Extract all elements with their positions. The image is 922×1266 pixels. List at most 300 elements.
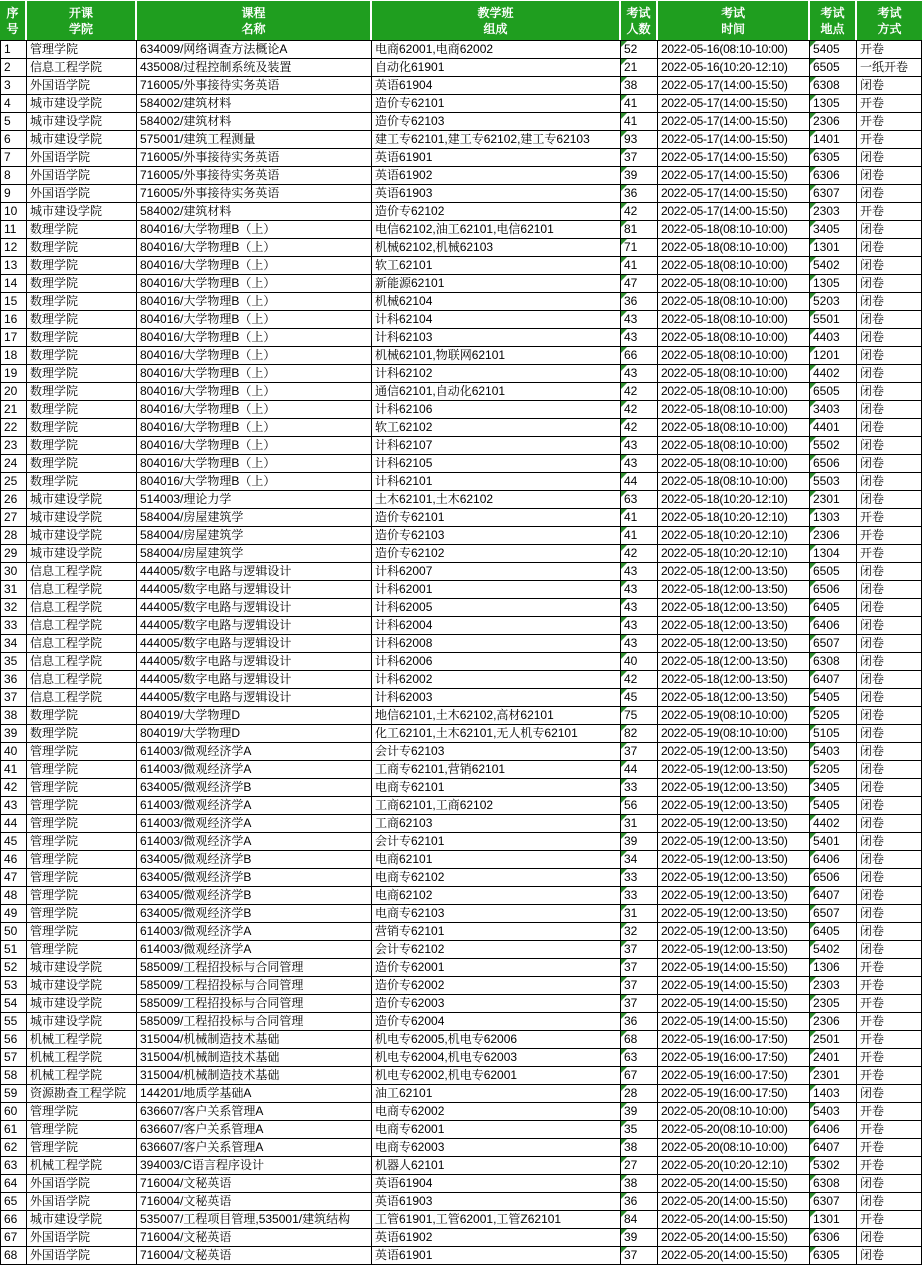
classes-cell[interactable]: 计科62006 bbox=[372, 653, 621, 671]
room-cell[interactable]: 5402 bbox=[810, 257, 857, 275]
count-cell[interactable]: 31 bbox=[621, 815, 658, 833]
count-cell[interactable]: 43 bbox=[621, 617, 658, 635]
classes-cell[interactable]: 英语61902 bbox=[372, 1229, 621, 1247]
seq-cell[interactable]: 52 bbox=[0, 959, 27, 977]
classes-cell[interactable]: 电商62102 bbox=[372, 887, 621, 905]
method-cell[interactable]: 闭卷 bbox=[857, 815, 922, 833]
course-cell[interactable]: 614003/微观经济学A bbox=[137, 923, 372, 941]
college-cell[interactable]: 管理学院 bbox=[27, 815, 137, 833]
college-cell[interactable]: 信息工程学院 bbox=[27, 635, 137, 653]
count-cell[interactable]: 37 bbox=[621, 1247, 658, 1265]
course-cell[interactable]: 716005/外事接待实务英语 bbox=[137, 167, 372, 185]
room-cell[interactable]: 6407 bbox=[810, 671, 857, 689]
college-cell[interactable]: 机械工程学院 bbox=[27, 1157, 137, 1175]
seq-cell[interactable]: 46 bbox=[0, 851, 27, 869]
classes-cell[interactable]: 造价专62101 bbox=[372, 95, 621, 113]
course-cell[interactable]: 804016/大学物理B（上） bbox=[137, 383, 372, 401]
classes-cell[interactable]: 电商专62001 bbox=[372, 1121, 621, 1139]
course-cell[interactable]: 614003/微观经济学A bbox=[137, 797, 372, 815]
count-cell[interactable]: 42 bbox=[621, 545, 658, 563]
count-cell[interactable]: 41 bbox=[621, 257, 658, 275]
classes-cell[interactable]: 电商62101 bbox=[372, 851, 621, 869]
classes-cell[interactable]: 会计专62101 bbox=[372, 833, 621, 851]
time-cell[interactable]: 2022-05-19(08:10-10:00) bbox=[658, 725, 810, 743]
method-cell[interactable]: 闭卷 bbox=[857, 671, 922, 689]
room-cell[interactable]: 6406 bbox=[810, 617, 857, 635]
room-cell[interactable]: 4401 bbox=[810, 419, 857, 437]
room-cell[interactable]: 1303 bbox=[810, 509, 857, 527]
course-cell[interactable]: 614003/微观经济学A bbox=[137, 815, 372, 833]
college-cell[interactable]: 数理学院 bbox=[27, 221, 137, 239]
course-cell[interactable]: 444005/数字电路与逻辑设计 bbox=[137, 617, 372, 635]
course-cell[interactable]: 716004/文秘英语 bbox=[137, 1193, 372, 1211]
time-cell[interactable]: 2022-05-17(14:00-15:50) bbox=[658, 131, 810, 149]
time-cell[interactable]: 2022-05-20(08:10-10:00) bbox=[658, 1121, 810, 1139]
count-cell[interactable]: 42 bbox=[621, 419, 658, 437]
room-cell[interactable]: 3403 bbox=[810, 401, 857, 419]
course-cell[interactable]: 636607/客户关系管理A bbox=[137, 1139, 372, 1157]
classes-cell[interactable]: 计科62003 bbox=[372, 689, 621, 707]
course-cell[interactable]: 444005/数字电路与逻辑设计 bbox=[137, 635, 372, 653]
classes-cell[interactable]: 计科62001 bbox=[372, 581, 621, 599]
count-cell[interactable]: 32 bbox=[621, 923, 658, 941]
college-cell[interactable]: 外国语学院 bbox=[27, 1193, 137, 1211]
count-cell[interactable]: 42 bbox=[621, 383, 658, 401]
classes-cell[interactable]: 通信62101,自动化62101 bbox=[372, 383, 621, 401]
course-cell[interactable]: 634009/网络调查方法概论A bbox=[137, 41, 372, 59]
method-cell[interactable]: 开卷 bbox=[857, 1049, 922, 1067]
classes-cell[interactable]: 计科62002 bbox=[372, 671, 621, 689]
college-cell[interactable]: 城市建设学院 bbox=[27, 545, 137, 563]
time-cell[interactable]: 2022-05-20(14:00-15:50) bbox=[658, 1175, 810, 1193]
classes-cell[interactable]: 英语61902 bbox=[372, 167, 621, 185]
count-cell[interactable]: 37 bbox=[621, 959, 658, 977]
course-cell[interactable]: 716004/文秘英语 bbox=[137, 1229, 372, 1247]
method-cell[interactable]: 闭卷 bbox=[857, 473, 922, 491]
seq-cell[interactable]: 51 bbox=[0, 941, 27, 959]
course-cell[interactable]: 804016/大学物理B（上） bbox=[137, 437, 372, 455]
course-cell[interactable]: 315004/机械制造技术基础 bbox=[137, 1031, 372, 1049]
room-cell[interactable]: 6507 bbox=[810, 635, 857, 653]
seq-cell[interactable]: 43 bbox=[0, 797, 27, 815]
count-cell[interactable]: 56 bbox=[621, 797, 658, 815]
time-cell[interactable]: 2022-05-17(14:00-15:50) bbox=[658, 185, 810, 203]
room-cell[interactable]: 6305 bbox=[810, 149, 857, 167]
seq-cell[interactable]: 4 bbox=[0, 95, 27, 113]
classes-cell[interactable]: 土木62101,土木62102 bbox=[372, 491, 621, 509]
count-cell[interactable]: 81 bbox=[621, 221, 658, 239]
count-cell[interactable]: 28 bbox=[621, 1085, 658, 1103]
room-cell[interactable]: 4402 bbox=[810, 365, 857, 383]
method-cell[interactable]: 开卷 bbox=[857, 527, 922, 545]
college-cell[interactable]: 城市建设学院 bbox=[27, 113, 137, 131]
classes-cell[interactable]: 英语61901 bbox=[372, 149, 621, 167]
method-cell[interactable]: 开卷 bbox=[857, 203, 922, 221]
course-cell[interactable]: 716004/文秘英语 bbox=[137, 1247, 372, 1265]
seq-cell[interactable]: 6 bbox=[0, 131, 27, 149]
method-cell[interactable]: 闭卷 bbox=[857, 851, 922, 869]
room-cell[interactable]: 5405 bbox=[810, 41, 857, 59]
course-cell[interactable]: 634005/微观经济学B bbox=[137, 869, 372, 887]
count-cell[interactable]: 27 bbox=[621, 1157, 658, 1175]
classes-cell[interactable]: 电商专62102 bbox=[372, 869, 621, 887]
time-cell[interactable]: 2022-05-18(08:10-10:00) bbox=[658, 221, 810, 239]
seq-cell[interactable]: 11 bbox=[0, 221, 27, 239]
classes-cell[interactable]: 计科62103 bbox=[372, 329, 621, 347]
course-cell[interactable]: 444005/数字电路与逻辑设计 bbox=[137, 581, 372, 599]
count-cell[interactable]: 38 bbox=[621, 1139, 658, 1157]
method-cell[interactable]: 闭卷 bbox=[857, 401, 922, 419]
count-cell[interactable]: 37 bbox=[621, 977, 658, 995]
seq-cell[interactable]: 22 bbox=[0, 419, 27, 437]
seq-cell[interactable]: 25 bbox=[0, 473, 27, 491]
seq-cell[interactable]: 16 bbox=[0, 311, 27, 329]
method-cell[interactable]: 闭卷 bbox=[857, 653, 922, 671]
time-cell[interactable]: 2022-05-19(12:00-13:50) bbox=[658, 869, 810, 887]
method-cell[interactable]: 闭卷 bbox=[857, 1085, 922, 1103]
seq-cell[interactable]: 64 bbox=[0, 1175, 27, 1193]
count-cell[interactable]: 42 bbox=[621, 203, 658, 221]
classes-cell[interactable]: 造价专62101 bbox=[372, 509, 621, 527]
college-cell[interactable]: 管理学院 bbox=[27, 1139, 137, 1157]
room-cell[interactable]: 3405 bbox=[810, 221, 857, 239]
course-cell[interactable]: 804016/大学物理B（上） bbox=[137, 401, 372, 419]
count-cell[interactable]: 41 bbox=[621, 113, 658, 131]
classes-cell[interactable]: 会计专62103 bbox=[372, 743, 621, 761]
time-cell[interactable]: 2022-05-19(08:10-10:00) bbox=[658, 707, 810, 725]
time-cell[interactable]: 2022-05-19(16:00-17:50) bbox=[658, 1067, 810, 1085]
college-cell[interactable]: 外国语学院 bbox=[27, 1247, 137, 1265]
classes-cell[interactable]: 计科62008 bbox=[372, 635, 621, 653]
room-cell[interactable]: 1301 bbox=[810, 239, 857, 257]
seq-cell[interactable]: 45 bbox=[0, 833, 27, 851]
time-cell[interactable]: 2022-05-18(08:10-10:00) bbox=[658, 365, 810, 383]
college-cell[interactable]: 管理学院 bbox=[27, 905, 137, 923]
count-cell[interactable]: 36 bbox=[621, 185, 658, 203]
method-cell[interactable]: 开卷 bbox=[857, 1157, 922, 1175]
room-cell[interactable]: 2303 bbox=[810, 203, 857, 221]
course-cell[interactable]: 634005/微观经济学B bbox=[137, 851, 372, 869]
method-cell[interactable]: 闭卷 bbox=[857, 419, 922, 437]
college-cell[interactable]: 数理学院 bbox=[27, 365, 137, 383]
seq-cell[interactable]: 8 bbox=[0, 167, 27, 185]
seq-cell[interactable]: 66 bbox=[0, 1211, 27, 1229]
college-cell[interactable]: 管理学院 bbox=[27, 1121, 137, 1139]
count-cell[interactable]: 21 bbox=[621, 59, 658, 77]
time-cell[interactable]: 2022-05-17(14:00-15:50) bbox=[658, 167, 810, 185]
method-cell[interactable]: 闭卷 bbox=[857, 563, 922, 581]
method-cell[interactable]: 闭卷 bbox=[857, 437, 922, 455]
count-cell[interactable]: 39 bbox=[621, 1103, 658, 1121]
seq-cell[interactable]: 15 bbox=[0, 293, 27, 311]
college-cell[interactable]: 信息工程学院 bbox=[27, 689, 137, 707]
count-cell[interactable]: 68 bbox=[621, 1031, 658, 1049]
classes-cell[interactable]: 英语61904 bbox=[372, 77, 621, 95]
room-cell[interactable]: 6407 bbox=[810, 887, 857, 905]
time-cell[interactable]: 2022-05-18(12:00-13:50) bbox=[658, 581, 810, 599]
college-cell[interactable]: 外国语学院 bbox=[27, 1175, 137, 1193]
count-cell[interactable]: 40 bbox=[621, 653, 658, 671]
time-cell[interactable]: 2022-05-18(08:10-10:00) bbox=[658, 293, 810, 311]
college-cell[interactable]: 数理学院 bbox=[27, 473, 137, 491]
room-cell[interactable]: 5405 bbox=[810, 797, 857, 815]
count-cell[interactable]: 67 bbox=[621, 1067, 658, 1085]
count-cell[interactable]: 37 bbox=[621, 149, 658, 167]
college-cell[interactable]: 数理学院 bbox=[27, 455, 137, 473]
room-cell[interactable]: 3405 bbox=[810, 779, 857, 797]
method-cell[interactable]: 闭卷 bbox=[857, 797, 922, 815]
seq-cell[interactable]: 53 bbox=[0, 977, 27, 995]
classes-cell[interactable]: 电商专62103 bbox=[372, 905, 621, 923]
seq-cell[interactable]: 40 bbox=[0, 743, 27, 761]
time-cell[interactable]: 2022-05-19(12:00-13:50) bbox=[658, 815, 810, 833]
course-cell[interactable]: 614003/微观经济学A bbox=[137, 761, 372, 779]
room-cell[interactable]: 6307 bbox=[810, 185, 857, 203]
seq-cell[interactable]: 3 bbox=[0, 77, 27, 95]
course-cell[interactable]: 584002/建筑材料 bbox=[137, 95, 372, 113]
time-cell[interactable]: 2022-05-18(08:10-10:00) bbox=[658, 275, 810, 293]
room-cell[interactable]: 5203 bbox=[810, 293, 857, 311]
classes-cell[interactable]: 造价专62001 bbox=[372, 959, 621, 977]
seq-cell[interactable]: 17 bbox=[0, 329, 27, 347]
count-cell[interactable]: 36 bbox=[621, 293, 658, 311]
course-cell[interactable]: 614003/微观经济学A bbox=[137, 833, 372, 851]
seq-cell[interactable]: 39 bbox=[0, 725, 27, 743]
method-cell[interactable]: 开卷 bbox=[857, 1067, 922, 1085]
course-cell[interactable]: 585009/工程招投标与合同管理 bbox=[137, 1013, 372, 1031]
time-cell[interactable]: 2022-05-20(14:00-15:50) bbox=[658, 1247, 810, 1265]
classes-cell[interactable]: 软工62102 bbox=[372, 419, 621, 437]
time-cell[interactable]: 2022-05-18(12:00-13:50) bbox=[658, 653, 810, 671]
college-cell[interactable]: 城市建设学院 bbox=[27, 1013, 137, 1031]
seq-cell[interactable]: 50 bbox=[0, 923, 27, 941]
seq-cell[interactable]: 5 bbox=[0, 113, 27, 131]
room-cell[interactable]: 2305 bbox=[810, 995, 857, 1013]
method-cell[interactable]: 开卷 bbox=[857, 545, 922, 563]
room-cell[interactable]: 6405 bbox=[810, 599, 857, 617]
count-cell[interactable]: 36 bbox=[621, 1013, 658, 1031]
classes-cell[interactable]: 计科62102 bbox=[372, 365, 621, 383]
time-cell[interactable]: 2022-05-18(08:10-10:00) bbox=[658, 329, 810, 347]
room-cell[interactable]: 6405 bbox=[810, 923, 857, 941]
method-cell[interactable]: 闭卷 bbox=[857, 941, 922, 959]
classes-cell[interactable]: 工商62103 bbox=[372, 815, 621, 833]
room-cell[interactable]: 1305 bbox=[810, 95, 857, 113]
room-cell[interactable]: 5205 bbox=[810, 761, 857, 779]
count-cell[interactable]: 52 bbox=[621, 41, 658, 59]
seq-cell[interactable]: 61 bbox=[0, 1121, 27, 1139]
method-cell[interactable]: 闭卷 bbox=[857, 905, 922, 923]
classes-cell[interactable]: 电商专62101 bbox=[372, 779, 621, 797]
count-cell[interactable]: 34 bbox=[621, 851, 658, 869]
course-cell[interactable]: 804019/大学物理D bbox=[137, 707, 372, 725]
count-cell[interactable]: 43 bbox=[621, 365, 658, 383]
time-cell[interactable]: 2022-05-18(08:10-10:00) bbox=[658, 473, 810, 491]
seq-cell[interactable]: 65 bbox=[0, 1193, 27, 1211]
classes-cell[interactable]: 英语61903 bbox=[372, 185, 621, 203]
seq-cell[interactable]: 10 bbox=[0, 203, 27, 221]
college-cell[interactable]: 信息工程学院 bbox=[27, 581, 137, 599]
course-cell[interactable]: 804016/大学物理B（上） bbox=[137, 347, 372, 365]
course-cell[interactable]: 636607/客户关系管理A bbox=[137, 1121, 372, 1139]
classes-cell[interactable]: 造价专62002 bbox=[372, 977, 621, 995]
count-cell[interactable]: 93 bbox=[621, 131, 658, 149]
classes-cell[interactable]: 营销专62101 bbox=[372, 923, 621, 941]
seq-cell[interactable]: 60 bbox=[0, 1103, 27, 1121]
classes-cell[interactable]: 计科62005 bbox=[372, 599, 621, 617]
seq-cell[interactable]: 41 bbox=[0, 761, 27, 779]
method-cell[interactable]: 开卷 bbox=[857, 977, 922, 995]
room-cell[interactable]: 6308 bbox=[810, 653, 857, 671]
room-cell[interactable]: 6305 bbox=[810, 1247, 857, 1265]
classes-cell[interactable]: 机器人62101 bbox=[372, 1157, 621, 1175]
room-cell[interactable]: 2401 bbox=[810, 1049, 857, 1067]
course-cell[interactable]: 444005/数字电路与逻辑设计 bbox=[137, 671, 372, 689]
college-cell[interactable]: 城市建设学院 bbox=[27, 95, 137, 113]
method-cell[interactable]: 开卷 bbox=[857, 95, 922, 113]
college-cell[interactable]: 管理学院 bbox=[27, 41, 137, 59]
count-cell[interactable]: 43 bbox=[621, 563, 658, 581]
course-cell[interactable]: 804019/大学物理D bbox=[137, 725, 372, 743]
classes-cell[interactable]: 计科62007 bbox=[372, 563, 621, 581]
seq-cell[interactable]: 1 bbox=[0, 41, 27, 59]
count-cell[interactable]: 39 bbox=[621, 167, 658, 185]
method-cell[interactable]: 开卷 bbox=[857, 41, 922, 59]
time-cell[interactable]: 2022-05-19(12:00-13:50) bbox=[658, 743, 810, 761]
college-cell[interactable]: 数理学院 bbox=[27, 257, 137, 275]
seq-cell[interactable]: 48 bbox=[0, 887, 27, 905]
room-cell[interactable]: 1306 bbox=[810, 959, 857, 977]
seq-cell[interactable]: 47 bbox=[0, 869, 27, 887]
count-cell[interactable]: 39 bbox=[621, 1229, 658, 1247]
classes-cell[interactable]: 造价专62103 bbox=[372, 113, 621, 131]
count-cell[interactable]: 37 bbox=[621, 995, 658, 1013]
room-cell[interactable]: 2306 bbox=[810, 113, 857, 131]
classes-cell[interactable]: 计科62106 bbox=[372, 401, 621, 419]
method-cell[interactable]: 闭卷 bbox=[857, 293, 922, 311]
course-cell[interactable]: 804016/大学物理B（上） bbox=[137, 455, 372, 473]
seq-cell[interactable]: 54 bbox=[0, 995, 27, 1013]
room-cell[interactable]: 6505 bbox=[810, 59, 857, 77]
method-cell[interactable]: 开卷 bbox=[857, 995, 922, 1013]
course-cell[interactable]: 444005/数字电路与逻辑设计 bbox=[137, 563, 372, 581]
time-cell[interactable]: 2022-05-20(14:00-15:50) bbox=[658, 1229, 810, 1247]
college-cell[interactable]: 数理学院 bbox=[27, 707, 137, 725]
room-cell[interactable]: 6406 bbox=[810, 851, 857, 869]
classes-cell[interactable]: 计科62107 bbox=[372, 437, 621, 455]
seq-cell[interactable]: 21 bbox=[0, 401, 27, 419]
method-cell[interactable]: 闭卷 bbox=[857, 383, 922, 401]
time-cell[interactable]: 2022-05-20(14:00-15:50) bbox=[658, 1193, 810, 1211]
room-cell[interactable]: 2301 bbox=[810, 491, 857, 509]
college-cell[interactable]: 管理学院 bbox=[27, 869, 137, 887]
time-cell[interactable]: 2022-05-19(14:00-15:50) bbox=[658, 977, 810, 995]
method-cell[interactable]: 开卷 bbox=[857, 1139, 922, 1157]
college-cell[interactable]: 信息工程学院 bbox=[27, 653, 137, 671]
method-cell[interactable]: 闭卷 bbox=[857, 779, 922, 797]
method-cell[interactable]: 闭卷 bbox=[857, 347, 922, 365]
college-cell[interactable]: 管理学院 bbox=[27, 887, 137, 905]
time-cell[interactable]: 2022-05-17(14:00-15:50) bbox=[658, 77, 810, 95]
college-cell[interactable]: 数理学院 bbox=[27, 401, 137, 419]
seq-cell[interactable]: 68 bbox=[0, 1247, 27, 1265]
seq-cell[interactable]: 13 bbox=[0, 257, 27, 275]
time-cell[interactable]: 2022-05-18(12:00-13:50) bbox=[658, 563, 810, 581]
time-cell[interactable]: 2022-05-19(14:00-15:50) bbox=[658, 959, 810, 977]
classes-cell[interactable]: 造价专62004 bbox=[372, 1013, 621, 1031]
count-cell[interactable]: 35 bbox=[621, 1121, 658, 1139]
method-cell[interactable]: 开卷 bbox=[857, 1031, 922, 1049]
room-cell[interactable]: 1304 bbox=[810, 545, 857, 563]
method-cell[interactable]: 闭卷 bbox=[857, 365, 922, 383]
course-cell[interactable]: 575001/建筑工程测量 bbox=[137, 131, 372, 149]
classes-cell[interactable]: 造价专62102 bbox=[372, 545, 621, 563]
course-cell[interactable]: 435008/过程控制系统及装置 bbox=[137, 59, 372, 77]
time-cell[interactable]: 2022-05-18(08:10-10:00) bbox=[658, 401, 810, 419]
room-cell[interactable]: 5501 bbox=[810, 311, 857, 329]
method-cell[interactable]: 闭卷 bbox=[857, 1247, 922, 1265]
time-cell[interactable]: 2022-05-18(08:10-10:00) bbox=[658, 437, 810, 455]
seq-cell[interactable]: 20 bbox=[0, 383, 27, 401]
room-cell[interactable]: 1401 bbox=[810, 131, 857, 149]
course-cell[interactable]: 585009/工程招投标与合同管理 bbox=[137, 977, 372, 995]
count-cell[interactable]: 63 bbox=[621, 491, 658, 509]
count-cell[interactable]: 41 bbox=[621, 527, 658, 545]
seq-cell[interactable]: 28 bbox=[0, 527, 27, 545]
room-cell[interactable]: 5403 bbox=[810, 743, 857, 761]
time-cell[interactable]: 2022-05-18(10:20-12:10) bbox=[658, 527, 810, 545]
course-cell[interactable]: 444005/数字电路与逻辑设计 bbox=[137, 689, 372, 707]
count-cell[interactable]: 43 bbox=[621, 437, 658, 455]
method-cell[interactable]: 开卷 bbox=[857, 1103, 922, 1121]
seq-cell[interactable]: 29 bbox=[0, 545, 27, 563]
seq-cell[interactable]: 9 bbox=[0, 185, 27, 203]
college-cell[interactable]: 管理学院 bbox=[27, 941, 137, 959]
course-cell[interactable]: 804016/大学物理B（上） bbox=[137, 239, 372, 257]
method-cell[interactable]: 开卷 bbox=[857, 1013, 922, 1031]
classes-cell[interactable]: 机械62102,机械62103 bbox=[372, 239, 621, 257]
time-cell[interactable]: 2022-05-18(08:10-10:00) bbox=[658, 419, 810, 437]
count-cell[interactable]: 44 bbox=[621, 761, 658, 779]
method-cell[interactable]: 闭卷 bbox=[857, 491, 922, 509]
method-cell[interactable]: 闭卷 bbox=[857, 275, 922, 293]
room-cell[interactable]: 2306 bbox=[810, 527, 857, 545]
method-cell[interactable]: 闭卷 bbox=[857, 635, 922, 653]
seq-cell[interactable]: 33 bbox=[0, 617, 27, 635]
room-cell[interactable]: 6308 bbox=[810, 77, 857, 95]
method-cell[interactable]: 开卷 bbox=[857, 959, 922, 977]
method-cell[interactable]: 闭卷 bbox=[857, 707, 922, 725]
count-cell[interactable]: 38 bbox=[621, 77, 658, 95]
time-cell[interactable]: 2022-05-18(12:00-13:50) bbox=[658, 671, 810, 689]
course-cell[interactable]: 514003/理论力学 bbox=[137, 491, 372, 509]
count-cell[interactable]: 33 bbox=[621, 869, 658, 887]
time-cell[interactable]: 2022-05-19(12:00-13:50) bbox=[658, 923, 810, 941]
count-cell[interactable]: 82 bbox=[621, 725, 658, 743]
classes-cell[interactable]: 地信62101,土木62102,高材62101 bbox=[372, 707, 621, 725]
college-cell[interactable]: 数理学院 bbox=[27, 347, 137, 365]
time-cell[interactable]: 2022-05-19(12:00-13:50) bbox=[658, 833, 810, 851]
seq-cell[interactable]: 56 bbox=[0, 1031, 27, 1049]
course-cell[interactable]: 804016/大学物理B（上） bbox=[137, 419, 372, 437]
time-cell[interactable]: 2022-05-19(12:00-13:50) bbox=[658, 851, 810, 869]
time-cell[interactable]: 2022-05-18(08:10-10:00) bbox=[658, 239, 810, 257]
course-cell[interactable]: 584002/建筑材料 bbox=[137, 203, 372, 221]
method-cell[interactable]: 闭卷 bbox=[857, 1229, 922, 1247]
method-cell[interactable]: 开卷 bbox=[857, 113, 922, 131]
classes-cell[interactable]: 建工专62101,建工专62102,建工专62103 bbox=[372, 131, 621, 149]
room-cell[interactable]: 2303 bbox=[810, 977, 857, 995]
